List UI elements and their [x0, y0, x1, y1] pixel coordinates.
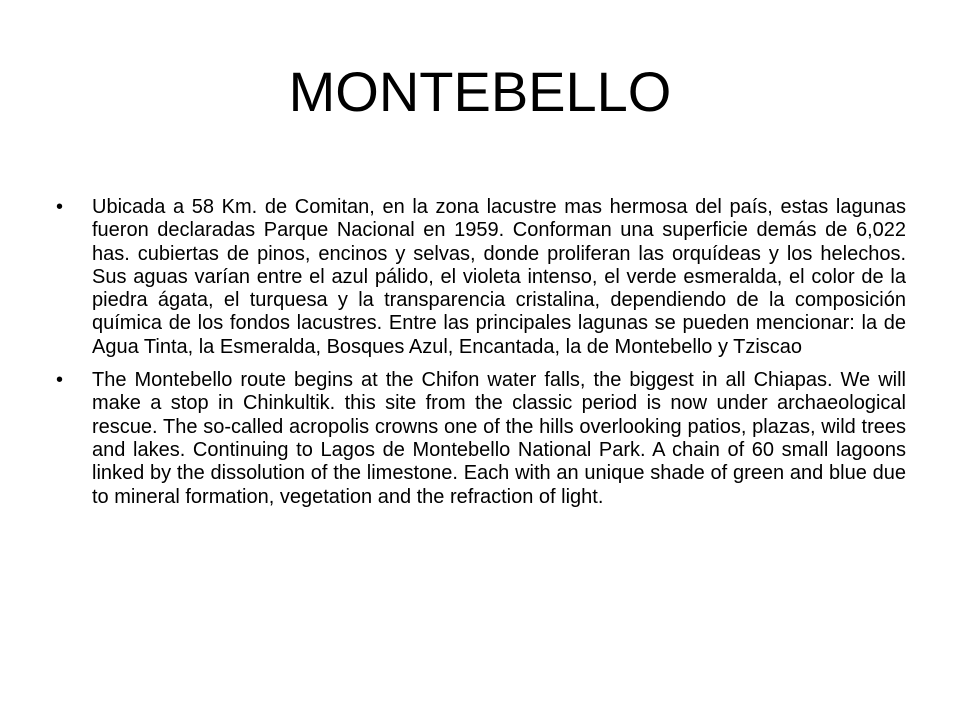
bullet-list [56, 196, 906, 519]
bullet-text: Ubicada a 58 Km. de Comitan, en la zona lacustre mas hermosa del país, estas lagunas fueron declaradas Parque Nacional en 1959. Conforman una superficie demás de 6,022 has. cubiertas de pinos, encinos y selvas, donde proliferan las orquídeas y los helechos. Sus aguas varían entre el azul pálido, el violeta intenso, el verde esmeralda, el color de la piedra ágata, el turquesa y la transparencia cristalina, dependiendo de la composición química de los fondos lacustres. Entre las principales lagunas se pueden mencionar: la de Agua Tinta, la Esmeralda, Bosques Azul, Encantada, la de Montebello y Tziscao [92, 196, 906, 358]
slide-title: MONTEBELLO [288, 60, 672, 123]
bullet-text: The Montebello route begins at the Chifon water falls, the biggest in all Chiapas. We will make a stop in Chinkultik. this site from the classic period is now under archaeological rescue. The so-called acropolis crowns one of the hills overlooking patios, plazas, wild trees and lakes. Continuing to Lagos de Montebello National Park. A chain of 60 small lagoons linked by the dissolution of the limestone. Each with an unique shade of green and blue due to mineral formation, vegetation and the refraction of light. [92, 369, 906, 508]
bullet-marker: • [56, 369, 64, 392]
bullet-item-spanish [56, 196, 906, 359]
bullet-item-english [56, 369, 906, 509]
bullet-marker: • [56, 196, 64, 218]
